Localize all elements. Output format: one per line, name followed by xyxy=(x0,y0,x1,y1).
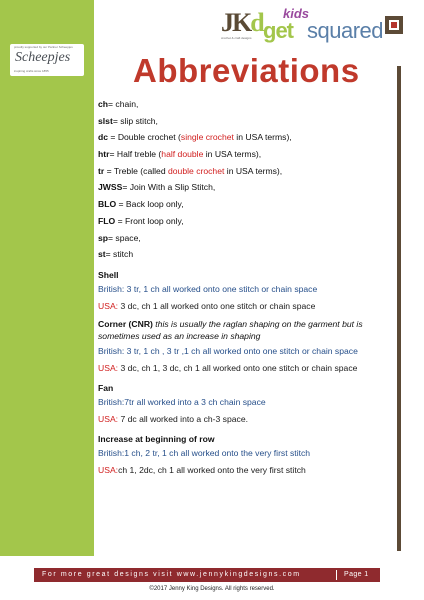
scheepjes-logo xyxy=(10,44,84,76)
abbreviation-definition-tail: in USA terms), xyxy=(233,132,292,143)
logo-jk xyxy=(221,8,263,38)
abbreviation-definition: = Back loop only, xyxy=(116,199,184,210)
abbreviation-item xyxy=(98,163,390,180)
abbreviation-list xyxy=(98,96,390,263)
abbreviation-definition: = Double crochet ( xyxy=(108,132,181,143)
abbreviation-term: sp xyxy=(98,232,109,243)
abbreviation-item xyxy=(98,213,390,230)
abbreviation-definition: = chain, xyxy=(108,99,139,109)
corner-intro xyxy=(98,318,390,342)
footer-bar xyxy=(34,568,380,582)
abbreviation-definition-tail: in USA terms), xyxy=(203,149,262,160)
abbreviation-term: JWSS xyxy=(98,182,123,193)
scheepjes-logo-name: Scheepjes xyxy=(15,50,71,65)
abbreviation-term: ch xyxy=(98,99,109,109)
abbreviation-item xyxy=(98,196,390,213)
logo-tagline: crochet & craft designs xyxy=(221,36,252,40)
corner-british: British: 3 tr, 1 ch , 3 tr ,1 ch all worked onto one stitch or chain space xyxy=(98,345,358,356)
logo-squared: squared xyxy=(307,18,384,43)
right-vertical-rule xyxy=(397,66,401,551)
increase-heading: Increase at beginning of row xyxy=(98,433,215,444)
shell-usa xyxy=(98,300,390,312)
logo-jk-letters: JK xyxy=(221,8,251,37)
fan-section xyxy=(98,380,390,425)
copyright-notice: ©2017 Jenny King Designs. All rights reserved. xyxy=(149,586,275,592)
corner-usa xyxy=(98,362,390,374)
square-logo-icon xyxy=(385,16,403,34)
fan-british: British:7tr all worked into a 3 ch chain space xyxy=(98,396,266,407)
abbreviation-item xyxy=(98,246,390,263)
abbreviation-item xyxy=(98,129,390,146)
shell-british: British: 3 tr, 1 ch all worked onto one stitch or chain space xyxy=(98,283,318,294)
abbreviation-item xyxy=(98,230,390,247)
abbreviation-term: slst xyxy=(98,115,113,126)
corner-section xyxy=(98,318,390,374)
increase-usa-label: USA: xyxy=(98,464,119,475)
usa-term-highlight: half double xyxy=(161,149,204,160)
abbreviation-item xyxy=(98,179,390,196)
corner-heading: Corner (CNR) xyxy=(98,318,153,329)
usa-term-highlight: single crochet xyxy=(180,132,234,143)
logo-get: get xyxy=(263,18,293,43)
abbreviation-definition: = Treble (called xyxy=(104,165,168,176)
abbreviation-term: dc xyxy=(98,132,109,143)
increase-british: British:1 ch, 2 tr, 1 ch all worked onto the very first stitch xyxy=(98,447,311,458)
shell-section xyxy=(98,267,390,312)
abbreviation-term: FLO xyxy=(98,215,116,226)
fan-usa-text: 7 dc all worked into a ch-3 space. xyxy=(118,413,248,424)
shell-usa-label: USA: xyxy=(98,300,119,311)
increase-section xyxy=(98,431,390,476)
abbreviation-definition: = slip stitch, xyxy=(112,115,158,126)
logo-kids: kids xyxy=(283,6,310,21)
abbreviation-definition: = Half treble ( xyxy=(109,149,162,160)
abbreviation-definition: = stitch xyxy=(105,249,134,260)
abbreviation-definition: = Join With a Slip Stitch, xyxy=(122,182,216,193)
increase-usa xyxy=(98,464,390,476)
logo-d-letter: d xyxy=(250,8,263,37)
left-green-sidebar xyxy=(0,0,94,556)
shell-heading: Shell xyxy=(98,269,119,280)
abbreviation-item xyxy=(98,96,390,113)
fan-usa xyxy=(98,413,390,425)
increase-usa-text: ch 1, 2dc, ch 1 all worked onto the very first stitch xyxy=(118,464,306,475)
corner-usa-text: 3 dc, ch 1, 3 dc, ch 1 all worked onto one stitch or chain space xyxy=(118,362,358,373)
abbreviation-definition: = space, xyxy=(108,232,141,243)
abbreviations-content xyxy=(98,96,390,481)
footer-divider xyxy=(336,570,337,580)
corner-note: this is usually the raglan shaping on the garment but is sometimes used as an increase in shaping xyxy=(98,318,363,341)
corner-usa-label: USA: xyxy=(98,362,119,373)
abbreviation-term: htr xyxy=(98,149,110,160)
abbreviation-term: tr xyxy=(98,165,105,176)
abbreviation-definition: = Front loop only, xyxy=(115,215,184,226)
abbreviation-definition-tail: in USA terms), xyxy=(224,165,283,176)
abbreviation-item xyxy=(98,113,390,130)
footer-website-text: For more great designs visit www.jennykingdesigns.com xyxy=(42,571,301,578)
abbreviation-term: BLO xyxy=(98,199,117,210)
fan-usa-label: USA: xyxy=(98,413,119,424)
fan-heading: Fan xyxy=(98,382,114,393)
scheepjes-logo-sub: inspiring crafts since 1855 xyxy=(14,69,49,73)
scheepjes-logo-top: proudly supported by our Partner Scheepjes xyxy=(14,45,73,49)
page-title: Abbreviations xyxy=(133,52,360,89)
page-number: Page 1 xyxy=(344,571,369,578)
abbreviation-item xyxy=(98,146,390,163)
shell-usa-text: 3 dc, ch 1 all worked onto one stitch or chain space xyxy=(118,300,316,311)
usa-term-highlight: double crochet xyxy=(168,165,225,176)
abbreviation-term: st xyxy=(98,249,106,260)
jkd-kids-get-squared-logo xyxy=(221,8,411,42)
